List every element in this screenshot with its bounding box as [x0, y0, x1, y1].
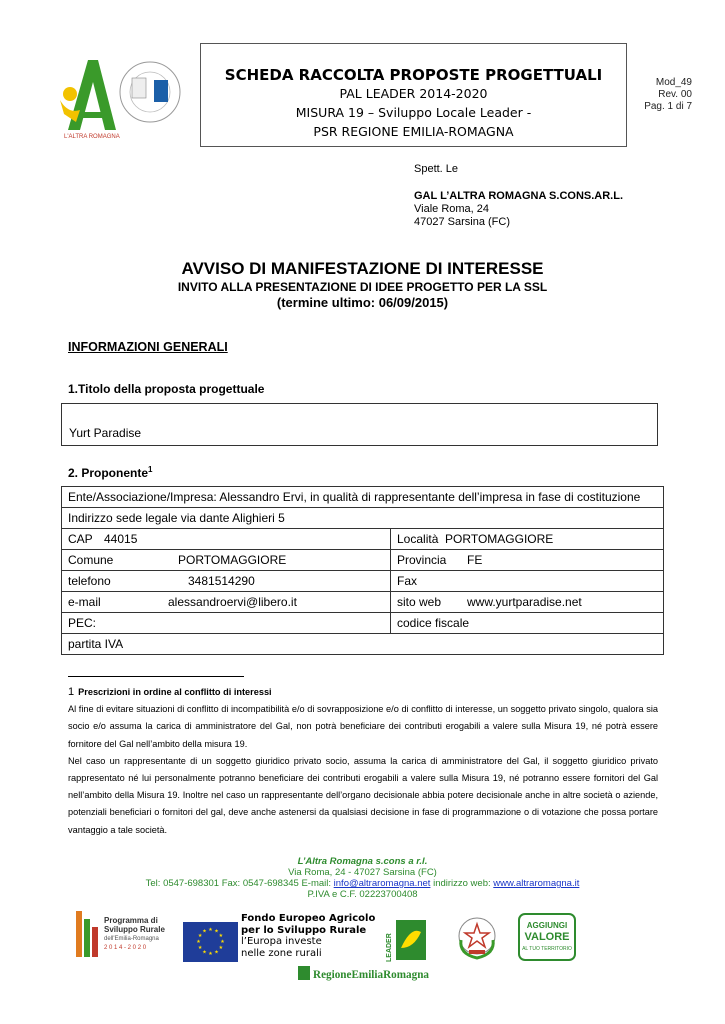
form-title: SCHEDA RACCOLTA PROPOSTE PROGETTUALI	[224, 66, 603, 84]
phone-value: 3481514290	[188, 574, 255, 588]
feasr-line-1: Fondo Europeo Agricolo	[241, 913, 376, 924]
email-value: alessandroervi@libero.it	[168, 595, 297, 609]
feasr-line-2: per lo Sviluppo Rurale	[241, 924, 367, 936]
svg-text:★: ★	[197, 945, 203, 951]
svg-text:★: ★	[202, 928, 207, 935]
field-vat[interactable]: partita IVA	[62, 634, 664, 655]
recipient-block	[414, 163, 623, 229]
notice-title-block	[0, 259, 725, 310]
municipality-label: Comune	[68, 553, 114, 567]
email-label: e-mail	[68, 595, 101, 609]
feasr-line-3: l’Europa investe	[241, 936, 322, 947]
section-title-label: 1.Titolo della proposta progettuale	[68, 382, 265, 396]
table-row	[62, 550, 664, 571]
province-label: Provincia	[397, 553, 447, 567]
project-title-field[interactable]	[61, 403, 658, 446]
table-row	[62, 592, 664, 613]
footer-vat: P.IVA e C.F. 02223700408	[307, 889, 418, 900]
phone-label: telefono	[68, 574, 111, 588]
svg-text:★: ★	[197, 933, 203, 939]
logo-caption: L'ALTRA ROMAGNA	[64, 134, 120, 140]
field-province[interactable]	[391, 550, 664, 571]
table-row	[62, 508, 664, 529]
recipient-city: 47027 Sarsina (FC)	[414, 216, 510, 228]
section-proponent-label	[68, 465, 152, 480]
psr-line-1: Programma di	[104, 916, 158, 925]
header-line-1: PAL LEADER 2014-2020	[339, 86, 488, 101]
table-row	[62, 529, 664, 550]
notice-title: AVVISO DI MANIFESTAZIONE DI INTERESSE	[181, 259, 544, 278]
footer-address: Via Roma, 24 - 47027 Sarsina (FC)	[288, 867, 437, 878]
svg-text:★: ★	[218, 933, 224, 939]
locality-value: PORTOMAGGIORE	[445, 532, 554, 546]
field-tax-code[interactable]: codice fiscale	[391, 613, 664, 634]
revision: Rev. 00	[658, 89, 692, 100]
field-fax[interactable]	[391, 571, 664, 592]
valore-line-1: AGGIUNGI	[526, 921, 568, 930]
footnote-number: 1	[68, 686, 75, 698]
field-pec[interactable]: PEC:	[62, 613, 391, 634]
recipient-name: GAL L’ALTRA ROMAGNA S.CONS.AR.L.	[414, 190, 623, 202]
notice-deadline: (termine ultimo: 06/09/2015)	[276, 295, 449, 310]
footer-tel: Tel: 0547-698301 Fax: 0547-698345 E-mail:	[145, 878, 334, 889]
website-value: www.yurtparadise.net	[467, 595, 582, 609]
regione-emilia-romagna-logo	[298, 964, 430, 982]
header-line-2: MISURA 19 – Sviluppo Locale Leader -	[295, 105, 532, 120]
svg-text:★: ★	[196, 939, 201, 945]
field-email[interactable]	[62, 592, 391, 613]
footnote-paragraph-2: Nel caso un rappresentante di un soggetto giuridico privato socio, assuma la carica di amministratore del Gal, il soggetto giuridico privato rappresentato né lui personalmente potranno beneficiare dei contributi erogabili a valere sulla Misura 19, né potranno essere fornitori del Gal nell’ambito della Misura 19. Inoltre nel caso un rappresentante dell’organo decisionale abbia potere decisionale anche in altre società o aziende, potenziali beneficiari o fornitori del gal, deve anche astenersi da qualsiasi decisione in fase di programmazione o di votazione che possa portare vantaggio a tale società.	[68, 755, 658, 835]
feasr-text	[241, 913, 375, 959]
italian-republic-emblem-icon	[455, 912, 499, 962]
header-box	[200, 43, 627, 147]
mod-code: Mod_49	[655, 77, 692, 88]
footer-email-link[interactable]: info@altraromagna.net	[333, 878, 431, 889]
locality-label: Località	[397, 532, 439, 546]
rer-text: RegioneEmiliaRomagna	[313, 969, 430, 981]
footnote-heading: Prescrizioni in ordine al conflitto di interessi	[78, 687, 272, 697]
province-value: FE	[467, 553, 483, 567]
svg-text:★: ★	[218, 945, 224, 951]
aggiungi-valore-logo	[517, 912, 577, 962]
document-meta	[632, 77, 692, 113]
proponent-table	[61, 486, 664, 655]
footnote-paragraph-1: Al fine di evitare situazioni di conflitto di incompatibilità e/o di sovrapposizione e/o di conflitto di interesse, un soggetto privato singolo, qualora sia socio e/o assuma la carica di amministratore del Gal, non potrà beneficiare dei contributi erogabili a valere sulla Misura 19, né potrà essere fornitore del Gal nell’ambito della misura 19.	[68, 704, 658, 749]
website-label: sito web	[397, 595, 442, 609]
table-row	[62, 487, 664, 508]
field-locality[interactable]	[391, 529, 664, 550]
feasr-line-4: nelle zone rurali	[241, 947, 322, 959]
recipient-salutation: Spett. Le	[414, 163, 459, 175]
field-website[interactable]	[391, 592, 664, 613]
footer	[0, 856, 725, 900]
altra-romagna-logo	[50, 52, 190, 144]
field-entity[interactable]: Ente/Associazione/Impresa: Alessandro Ervi, in qualità di rappresentante dell’impresa in fase di costituzione	[62, 487, 664, 508]
project-title-value: Yurt Paradise	[69, 426, 142, 440]
footer-web-prefix: indirizzo web:	[430, 878, 494, 889]
field-phone[interactable]	[62, 571, 391, 592]
proponent-label-text: 2. Proponente	[68, 466, 149, 480]
field-cap[interactable]	[62, 529, 391, 550]
cap-value: 44015	[104, 532, 138, 546]
psr-logo	[72, 905, 172, 965]
footer-web-link[interactable]: www.altraromagna.it	[493, 878, 580, 889]
psr-line-2: Sviluppo Rurale	[104, 925, 165, 934]
footer-contacts	[0, 878, 725, 889]
section-general-info: INFORMAZIONI GENERALI	[68, 340, 228, 354]
valore-line-3: AL TUO TERRITORIO	[522, 946, 572, 952]
eu-flag-icon	[183, 922, 238, 962]
psr-line-4: 2 0 1 4 - 2 0 2 0	[104, 945, 147, 951]
svg-text:★: ★	[214, 949, 219, 956]
svg-text:★: ★	[220, 939, 225, 945]
page-number: Pag. 1 di 7	[644, 101, 692, 112]
cap-label: CAP	[68, 532, 93, 546]
header-line-3: PSR REGIONE EMILIA-ROMAGNA	[313, 124, 514, 139]
municipality-value: PORTOMAGGIORE	[178, 553, 287, 567]
valore-line-2: VALORE	[524, 931, 570, 943]
table-row	[62, 571, 664, 592]
svg-text:★: ★	[202, 949, 207, 956]
recipient-street: Viale Roma, 24	[414, 203, 490, 215]
footnote-ref: 1	[148, 465, 153, 474]
field-address[interactable]: Indirizzo sede legale via dante Alighieri 5	[62, 508, 664, 529]
footnote-divider	[68, 676, 244, 677]
psr-line-3: dell'Emilia-Romagna	[104, 936, 159, 942]
notice-subtitle: INVITO ALLA PRESENTAZIONE DI IDEE PROGETTO PER LA SSL	[177, 280, 548, 294]
table-row	[62, 634, 664, 655]
leader-text: LEADER	[386, 933, 393, 962]
svg-text:★: ★	[208, 951, 213, 957]
footnote	[68, 684, 658, 839]
leader-logo	[384, 918, 428, 964]
svg-text:★: ★	[214, 928, 219, 935]
field-municipality[interactable]	[62, 550, 391, 571]
table-row	[62, 613, 664, 634]
footer-company: L’Altra Romagna s.cons a r.l.	[297, 856, 428, 867]
fax-label: Fax	[397, 574, 418, 588]
svg-text:★: ★	[208, 927, 213, 933]
